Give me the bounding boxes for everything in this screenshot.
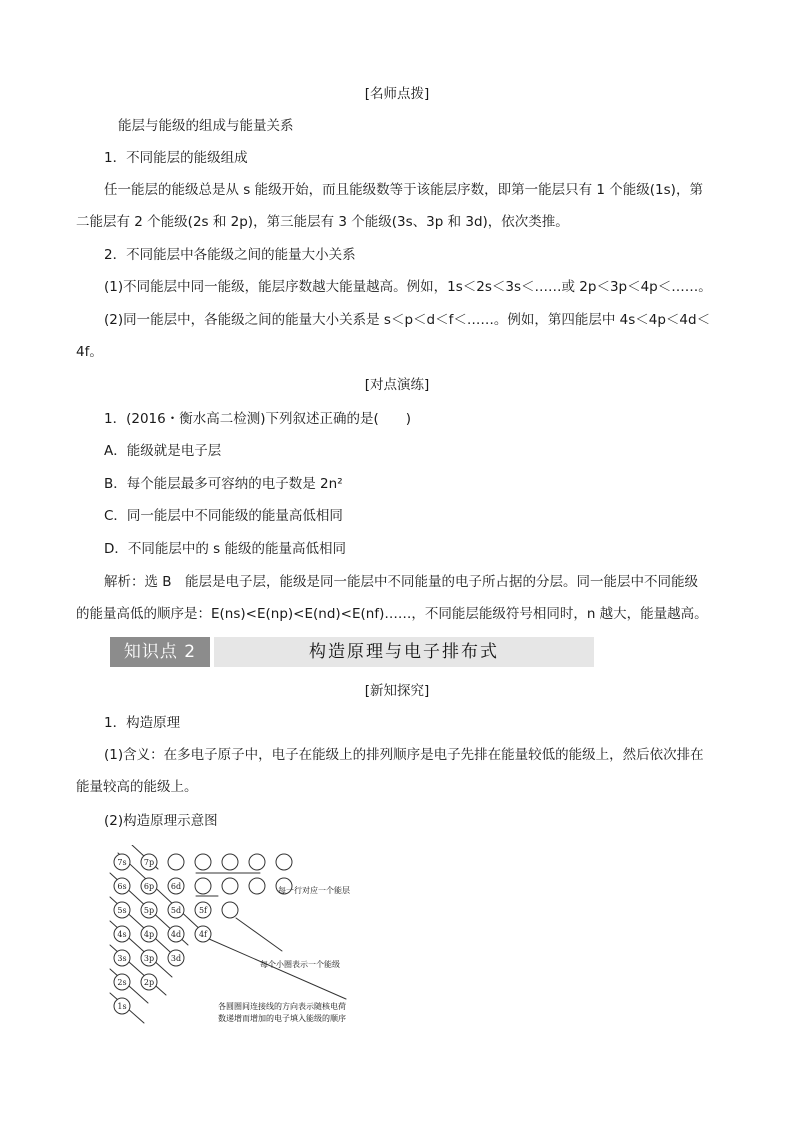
energy-level-label: 6p — [143, 882, 155, 891]
energy-level-circle — [222, 902, 238, 918]
energy-level-circle — [249, 878, 265, 894]
energy-level-circle — [195, 854, 211, 870]
label-arrow-order: 数递增而增加的电子填入能级的顺序 — [218, 1014, 346, 1023]
energy-level-circle — [222, 854, 238, 870]
energy-level-label: 4d — [170, 930, 182, 939]
energy-level-label: 5s — [117, 906, 127, 915]
energy-level-circle — [168, 854, 184, 870]
energy-level-label: 3s — [117, 954, 127, 963]
paragraph-line: 能量较高的能级上。 — [76, 779, 198, 795]
paragraph-line: 任一能层的能级总是从 s 能级开始，而且能级数等于该能层序数，即第一能层只有 1 个能级(1s)，第 — [104, 182, 703, 198]
section-tag: 知识点 2 — [110, 637, 210, 667]
analysis-line: 的能量高低的顺序是：E(ns)<E(np)<E(nd)<E(nf)……，不同能层能级符号相同时，n 越大，能量越高。 — [76, 606, 708, 622]
option-a: A．能级就是电子层 — [104, 443, 222, 459]
energy-level-label: 1s — [117, 1002, 127, 1011]
energy-level-label: 4p — [143, 930, 155, 939]
energy-level-label: 6d — [170, 882, 182, 891]
energy-level-label: 2p — [143, 978, 155, 987]
energy-level-circle — [195, 878, 211, 894]
option-b: B．每个能层最多可容纳的电子数是 2n² — [104, 476, 343, 492]
paragraph-line: (1)不同能层中同一能级，能层序数越大能量越高。例如，1s＜2s＜3s＜……或 2p＜3p＜4p＜……。 — [104, 279, 712, 295]
energy-level-label: 4f — [198, 930, 208, 939]
paragraph-line: 二能层有 2 个能级(2s 和 2p)，第三能层有 3 个能级(3s、3p 和 3d)，依次类推。 — [76, 214, 569, 230]
energy-level-label: 7p — [143, 858, 155, 867]
label-circle-level: 每个小圈表示一个能级 — [260, 960, 340, 969]
section-title: 构造原理与电子排布式 — [309, 642, 499, 662]
option-c: C．同一能层中不同能级的能量高低相同 — [104, 508, 343, 524]
energy-level-label: 5d — [170, 906, 182, 915]
label-arrow-order: 各圆圈间连接线的方向表示随核电荷 — [218, 1002, 346, 1011]
energy-level-label: 4s — [117, 930, 127, 939]
analysis-line: 解析：选 B 能层是电子层，能级是同一能层中不同能量的电子所占据的分层。同一能层中不同能级 — [104, 574, 699, 590]
topic-title: 能层与能级的组成与能量关系 — [118, 118, 294, 134]
energy-level-circle — [222, 878, 238, 894]
energy-level-label: 5p — [143, 906, 155, 915]
aufbau-diagram — [108, 845, 368, 1034]
paragraph-line: 4f。 — [76, 344, 103, 360]
label-row-layer: 每一行对应一个能层 — [278, 886, 350, 895]
diagonal-line — [118, 853, 204, 933]
section-banner — [110, 637, 594, 667]
item-title: 1．构造原理 — [104, 715, 181, 731]
energy-level-circle — [249, 854, 265, 870]
section-heading-explore: [新知探究] — [364, 683, 430, 699]
energy-level-label: 3d — [170, 954, 182, 963]
pointer-line — [236, 918, 282, 951]
paragraph-line: (2)构造原理示意图 — [104, 813, 218, 829]
energy-level-label: 7s — [117, 858, 127, 867]
option-d: D．不同能层中的 s 能级的能量高低相同 — [104, 541, 347, 557]
energy-level-label: 3p — [143, 954, 155, 963]
paragraph-line: (2)同一能层中，各能级之间的能量大小关系是 s＜p＜d＜f＜……。例如，第四能层中 4s＜4p＜4d＜ — [104, 312, 711, 328]
energy-level-label: 2s — [117, 978, 127, 987]
energy-level-circle — [276, 854, 292, 870]
item-title: 2．不同能层中各能级之间的能量大小关系 — [104, 247, 356, 263]
energy-level-label: 6s — [117, 882, 127, 891]
paragraph-line: (1)含义：在多电子原子中，电子在能级上的排列顺序是电子先排在能量较低的能级上，然后依次排在 — [104, 747, 704, 763]
section-heading-teacher-tips: [名师点拨] — [364, 86, 430, 102]
energy-level-label: 5f — [198, 906, 208, 915]
item-title: 1．不同能层的能级组成 — [104, 150, 248, 166]
section-heading-practice: [对点演练] — [364, 377, 430, 393]
question-text: 1．(2016・衡水高二检测)下列叙述正确的是( ) — [104, 411, 412, 427]
